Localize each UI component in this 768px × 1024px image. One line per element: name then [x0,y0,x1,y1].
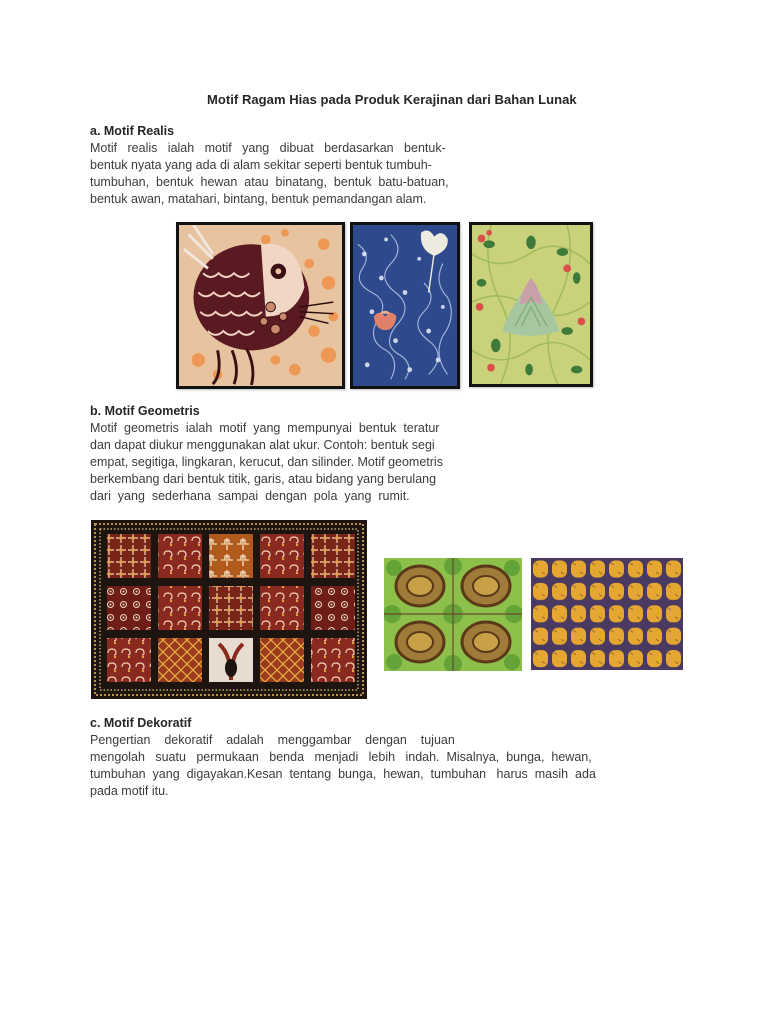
paragraph-line: Motif realis ialah motif yang dibuat berdasarkan bentuk- [90,141,446,155]
paragraph-line: empat, segitiga, lingkaran, kerucut, dan silinder. Motif geometris [90,455,443,469]
heading-motif-realis: a. Motif Realis [90,124,175,138]
paragraph-line: tumbuhan yang digayakan.Kesan tentang bunga, hewan, tumbuhan harus masih ada [90,767,596,781]
blue-floral-pattern-image [350,222,460,389]
paragraph-line: pada motif itu. [90,784,169,798]
paragraph-line: Pengertian dekoratif adalah menggambar dengan tujuan [90,733,455,747]
paragraph-line: tumbuhan, bentuk hewan atau binatang, bentuk batu-batuan, [90,175,449,189]
paragraph-line: dari yang sederhana sampai dengan pola yang rumit. [90,489,410,503]
document-title: Motif Ragam Hias pada Produk Kerajinan dari Bahan Lunak [207,92,577,107]
paragraph-line: bentuk awan, matahari, bintang, bentuk pemandangan alam. [90,192,427,206]
green-circle-tile-image [384,558,522,671]
fish-painting-image [176,222,345,389]
heading-motif-geometris: b. Motif Geometris [90,404,200,418]
heading-motif-dekoratif: c. Motif Dekoratif [90,716,192,730]
paragraph-line: berkembang dari bentuk titik, garis, atau bidang yang berulang [90,472,437,486]
paragraph-line: bentuk nyata yang ada di alam sekitar seperti bentuk tumbuh- [90,158,432,172]
paragraph-line: dan dapat diukur menggunakan alat ukur. Contoh: bentuk segi [90,438,435,452]
toraja-carving-panel-image [91,520,367,699]
paragraph-line: mengolah suatu permukaan benda menjadi lebih indah. Misalnya, bunga, hewan, [90,750,592,764]
green-floral-pattern-image [469,222,593,387]
purple-yellow-tile-image [531,558,683,670]
paragraph-line: Motif geometris ialah motif yang mempunyai bentuk teratur [90,421,440,435]
